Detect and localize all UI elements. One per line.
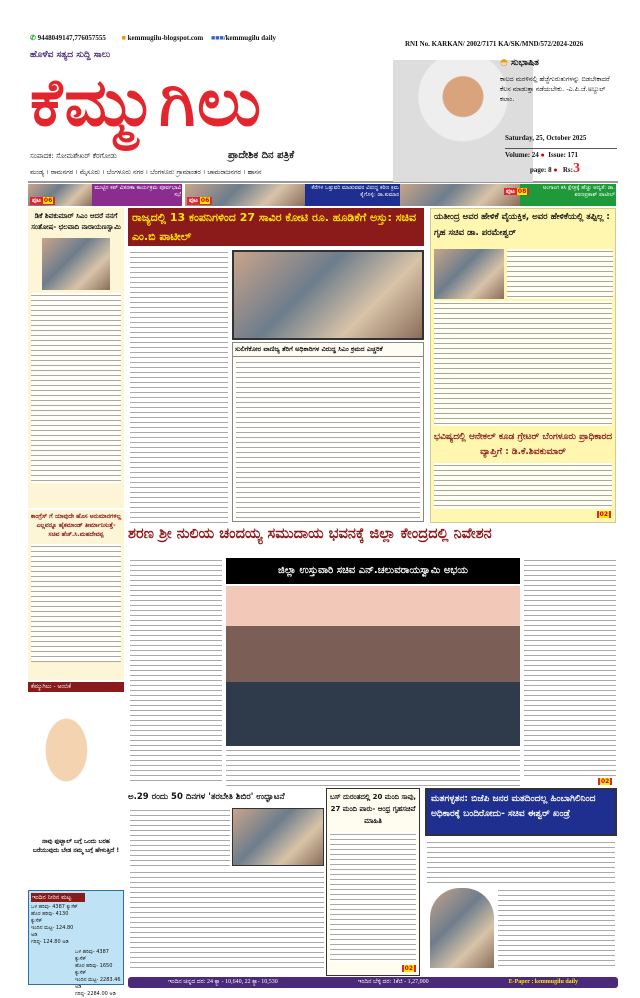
yathindra-story	[430, 208, 616, 523]
bus-body	[330, 832, 416, 962]
page-price: page: 8 ● Rs:3	[530, 161, 580, 176]
congress-headline: ಕಾಂಗ್ರೆಸ್ ಗೆ ಯಾವುದೇ ಹೊಸ ಅನುಮಾನಗಳಿಲ್ಲ ಎಲ್ಲವನ್ನೂ ಹೈಕಮಾಂಡ್ ತೀರ್ಮಾನಿಸುತ್ತೆ- ಸಚಿವ ಹೆಚ್.ಸಿ.ಮಹದೇವಪ್ಪ	[30, 513, 122, 538]
teaser-1-page	[30, 197, 55, 205]
price-label: Rs:	[562, 166, 573, 174]
anekal-page-ref: 02	[597, 511, 611, 518]
teaser-1[interactable]	[28, 184, 182, 206]
gold-rate: ಇಂದಿನ ಚಿನ್ನದ ದರ: 24 ಕ್ಯಾ - 10,640, 22 ಕ್ಯಾ- 10,530	[167, 979, 278, 985]
yathindra-body	[434, 301, 612, 426]
price: 3	[572, 161, 580, 176]
sun-icon: ◓	[500, 58, 508, 68]
lead-body	[130, 250, 228, 525]
epaper-link[interactable]: E-Paper : kemmugilu daily	[508, 979, 578, 985]
issue-date: Saturday, 25, October 2025	[505, 134, 587, 142]
phone-icon: ✆	[30, 34, 36, 42]
dk-photo	[42, 238, 110, 290]
anekal-headline: ಭವಿಷ್ಯದಲ್ಲಿ ಆನೇಕಲ್ ಕೂಡ ಗ್ರೇಟರ್ ಬೆಂಗಳೂರು ಪ್ರಾಧಿಕಾರದ ವ್ಯಾಪ್ತಿಗೆ : ಡಿ.ಕೆ.ಶಿವಕುಮಾರ್	[433, 432, 613, 457]
volume: Volume: 24	[505, 151, 539, 159]
subhashita-quote: ಕಾಲದ ಮರಳಿನಲ್ಲಿ ಹೆಜ್ಜೆಗುರುತುಗಳನ್ನು ಬಿಡಬೇಕಾದರೆ ಕೆಲಸ ಮಾಡುತ್ತಾ ನಡೆಯಬೇಕು. -ಎ.ಪಿ.ಜೆ.ಅಬ್ದುಲ್ ಕಲಾಂ.	[500, 75, 610, 103]
volume-issue: Volume: 24 ● Issue: 171	[505, 148, 617, 159]
sharana-body-bottom	[226, 748, 520, 788]
rni-number: RNI No. KARKAN/ 2002/7171 KA/SK/MND/572/2024-2026	[405, 40, 584, 48]
teaser-1-page-number: 06	[43, 197, 53, 204]
lead-headline: ರಾಜ್ಯದಲ್ಲಿ 13 ಕಂಪನಿಗಳಿಂದ 27 ಸಾವಿರ ಕೋಟಿ ರೂ. ಹೂಡಿಕೆಗೆ ಅಸ್ತು: ಸಚಿವ ಎಂ.ಬಿ ಪಾಟೀಲ್	[128, 208, 424, 246]
dam-levels-box	[28, 890, 124, 997]
teaser-1-page-label: ಪುಟ	[32, 197, 41, 204]
kabini-readings: ಒಳ ಹರಿವು- 4387 ಕ್ಯುಸೆಕ್ ಹೊರ ಹರಿವು- 1650 ಕ್ಯುಸೆಕ್ ಇಂದಿನ ಮಟ್ಟ- 2283.46 ಅಡಿ ಗರಿಷ್ಠ- 2284.00 ಅಡಿ	[75, 949, 121, 997]
silver-rate: ಇಂದಿನ ಬೆಳ್ಳಿ ದರ: 1ಕೆಜಿ - 1,27,000	[357, 979, 429, 985]
paper-subtitle: ಪ್ರಾದೇಶಿಕ ದಿನ ಪತ್ರಿಕೆ	[228, 150, 295, 161]
parameshwar-photo	[434, 249, 504, 299]
page-count: page: 8	[530, 166, 552, 174]
anekal-body	[434, 463, 612, 509]
social-icons: ■■■	[211, 34, 224, 42]
teaser-2-page	[187, 197, 212, 205]
blog-link[interactable]: kemmugilu-blogspot.com	[127, 34, 204, 42]
issue: Issue: 171	[548, 151, 579, 159]
cartoon	[28, 682, 124, 882]
lead-photo	[232, 250, 424, 340]
krs-readings: ಒಳ ಹರಿವು- 4387 ಕ್ಯುಸೆಕ್ ಹೊರ ಹರಿವು- 4130 ಕ್ಯುಸೆಕ್ ಇಂದಿನ ಮಟ್ಟ- 124.80 ಅಡಿ ಗರಿಷ್ಠ- 124.80 ಅಡಿ	[31, 904, 78, 945]
sharana-page-ref: 02	[598, 778, 612, 785]
teaser-2-page-number: 06	[200, 197, 210, 204]
dk-headline: ಡಿಕೆ ಶಿವಕುಮಾರ್ ಸಿಎಂ ಆದರೆ ನನಗೆ ಸಂತೋಷ- ಛಲವಾದಿ ನಾರಾಯಣಸ್ವಾಮಿ	[31, 212, 121, 231]
dk-story	[28, 208, 124, 508]
sharana-subhead: ಜಿಲ್ಲಾ ಉಸ್ತುವಾರಿ ಸಚಿವ ಎನ್.ಚಲುವರಾಯಸ್ವಾಮಿ ಅಭಯ	[226, 558, 520, 584]
cartoon-caption: ನಾವು ಫುಟ್ಬಾಲ್ ಬಗ್ಗೆ ಒಂದು ಬರಹ ಬರೆಯುವುದು ಬೇಡ ನಮ್ಮ ಬಗ್ಗೆ ಹೇಳುತ್ತಿದೆ !	[32, 838, 120, 854]
eshwar-headline: ಮತಗಳ್ಳತನ: ಬಿಜೆಪಿ ಜನರ ಮತದಿಂದಲ್ಲ ಹಿಂಬಾಗಿಲಿನಿಂದ ಅಧಿಕಾರಕ್ಕೆ ಬಂದಿರೋದು- ಸಚಿವ ಈಶ್ವರ್ ಖಂಡ್ರೆ	[425, 788, 617, 836]
tagline: ಹೊಳೆವ ಸತ್ಯದ ಸುದ್ದಿ ಸಾಲು	[30, 50, 111, 60]
cm-headline: ಸುಲಿಗೆಕೋರ ವಾಣಿಜ್ಯ ತೆರಿಗೆ ಅಧಿಕಾರಿಗಳ ವಿರುದ್ಧ ಸಿಎಂ ಕ್ರಮದ ಎಚ್ಚರಿಕೆ	[233, 343, 423, 357]
camp-body-top	[130, 808, 230, 868]
teaser-2[interactable]	[185, 184, 400, 206]
teaser-2-page-label: ಪುಟ	[189, 197, 198, 204]
cm-body	[236, 360, 420, 520]
districts-line: ಮಂಡ್ಯ । ರಾಮನಗರ । ಮೈಸೂರು । ಬೆಂಗಳೂರು ನಗರ । ಬೆಂಗಳೂರು ಗ್ರಾಮಾಂತರ । ಚಾಮರಾಜನಗರ । ಹಾಸನ	[30, 168, 262, 176]
bus-page-ref: 02	[402, 965, 416, 972]
editor-line: ಸಂಪಾದಕ: ಸೋಮಶೇಖರ್ ಕೆರಗೋಡು	[30, 152, 117, 160]
contact-line	[30, 34, 276, 43]
camp-headline: ಅ.29 ರಂದು 50 ದಿನಗಳ 'ತರಬೇತಿ ಶಿಬಿರ' ಉದ್ಘಾಟನೆ	[128, 792, 285, 802]
eshwar-photo	[430, 888, 494, 968]
teaser-2-text: ಕೆರೆಗಳ ಒತ್ತುವರಿ ಮಾಡುವವರ ವಿರುದ್ಧ ಕಠಿಣ ಕ್ರಮ ಕೈಗೊಳ್ಳಿ: ಡಾ.ಕುಮಾರ	[311, 185, 399, 198]
dam-title: ಇಂದಿನ ನೀರಿನ ಮಟ್ಟ	[31, 893, 85, 902]
dk-body	[31, 293, 121, 483]
sharana-headline: ಶರಣ ಶ್ರೀ ನುಲಿಯ ಚಂದಯ್ಯ ಸಮುದಾಯ ಭವನಕ್ಕೆ ಜಿಲ್ಲಾ ಕೇಂದ್ರದಲ್ಲಿ ನಿವೇಶನ	[128, 526, 492, 542]
cartoon-title: ಕೆಮ್ಮುಗಿಲು - ಅಂಬಿಕೆ	[28, 682, 124, 692]
bus-story	[326, 788, 420, 976]
bus-headline: ಬಸ್ ದುರಂತದಲ್ಲಿ 20 ಮಂದಿ ಸಾವು, 27 ಮಂದಿ ಪಾರು- ಆಂಧ್ರ ಗೃಹಸಚಿವೆ ಮಾಹಿತಿ	[329, 793, 417, 825]
subhashita-label: ಸುಭಾಷಿತ	[511, 58, 539, 68]
social-link[interactable]: /kemmugilu daily	[223, 34, 277, 42]
masthead-logo: ಕೆಮ್ಮುಗಿಲು	[30, 64, 263, 141]
blog-icon: ■	[121, 34, 126, 42]
yathindra-lead-text	[507, 249, 613, 299]
yathindra-headline: ಯತೀಂದ್ರ ಅವರ ಹೇಳಿಕೆ ವೈಯಕ್ತಿಕ, ಅವರ ಹೇಳಿಕೆಯಲ್ಲಿ ತಪ್ಪಿಲ್ಲ : ಗೃಹ ಸಚಿವ ಡಾ. ಪರಮೇಶ್ವರ್	[434, 212, 610, 238]
teaser-center-photo	[400, 184, 520, 206]
teaser-3-page: ಪುಟ 08	[504, 178, 529, 197]
eshwar-body-top	[427, 840, 615, 885]
congress-body	[31, 544, 121, 662]
teaser-2-photo	[185, 184, 305, 206]
teaser-1-text: ಮುಟ್ಟಿನ ಕಪ್ ವಿತರಣಾ ಕಾರ್ಯಕ್ರಮ ಪೂರ್ವಭಾವಿ ಸಭೆ	[94, 185, 181, 198]
phone-number: 9448049147,776057555	[37, 34, 106, 42]
sharana-body-right	[524, 558, 616, 778]
cartoon-drawing	[28, 692, 124, 837]
cm-story	[232, 342, 424, 522]
camp-body	[130, 870, 324, 970]
camp-photo	[232, 808, 324, 866]
sharana-photo	[226, 586, 520, 746]
sharana-body-left	[130, 558, 222, 783]
subhashita-title	[500, 58, 539, 68]
footer-bar	[128, 977, 618, 988]
eshwar-body	[498, 888, 615, 970]
congress-story	[28, 510, 124, 680]
teaser-3[interactable]: ಅಂಗಾಂಗ ಕಸಿ ಕ್ಷೇತ್ರಕ್ಕೆ ಹೆಚ್ಚು ಆದ್ಯತೆ: ಡಾ. ಶರಣಪ್ರಕಾಶ್ ಪಾಟೀಲ್	[520, 184, 616, 206]
teaser-1-photo	[28, 184, 92, 206]
